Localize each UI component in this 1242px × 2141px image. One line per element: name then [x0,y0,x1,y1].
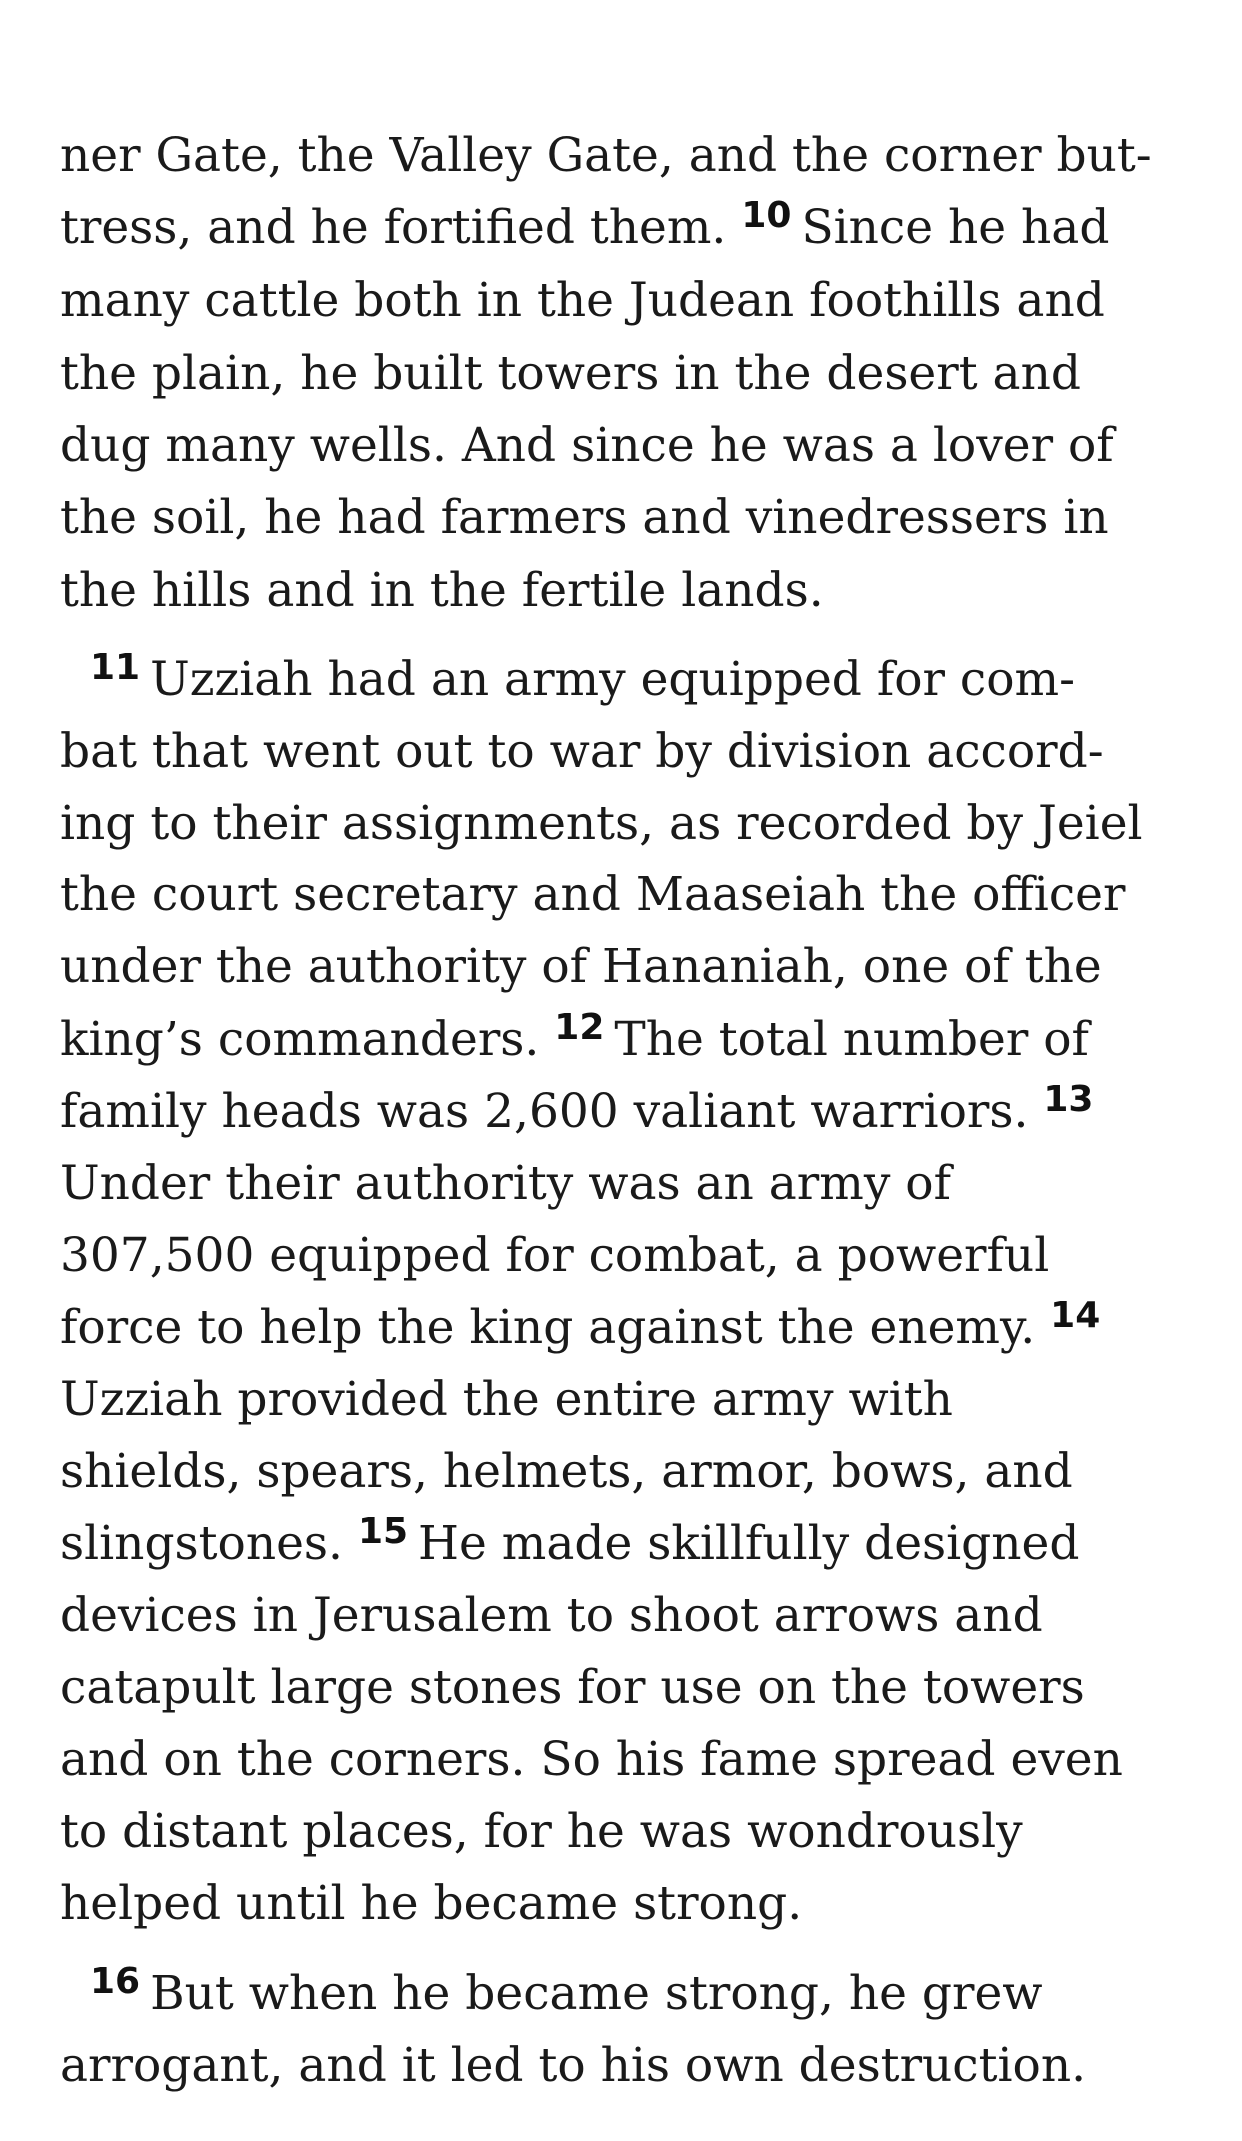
text-line [60,1295,1110,1362]
verse-number[interactable]: 10 [741,195,792,236]
line-text: many cattle both in the Judean foothills and [60,273,1105,328]
text-line [60,1658,1085,1718]
text-line [60,126,1152,186]
line-text: catapult large stones for use on the towers [60,1660,1085,1715]
line-text: and on the corners. So his fame spread even [60,1732,1123,1787]
line-text: 307,500 equipped for combat, a powerful [60,1228,1050,1283]
line-text: bat that went out to war by division accord- [60,724,1104,779]
line-text: ing to their assignments, as recorded by Jeiel [60,796,1143,851]
line-text: The total number of [614,1012,1089,1067]
verse-number[interactable]: 16 [90,1961,141,2002]
line-text: force to help the king against the enemy. [60,1300,1051,1355]
line-text: But when he became strong, he grew [150,1966,1043,2021]
line-text: under the authority of Hananiah, one of the [60,939,1102,994]
text-line [60,561,824,621]
verse-number[interactable]: 13 [1043,1079,1094,1120]
line-text: king’s commanders. [60,1012,555,1067]
line-text: tress, and he fortified them. [60,200,742,255]
text-line [60,1007,1089,1074]
text-line [60,2036,1086,2096]
text-line [60,344,1081,404]
line-text: He made skillfully designed [418,1516,1080,1571]
verse-number[interactable]: 12 [554,1007,605,1048]
line-text: Under their authority was an army of [60,1156,952,1211]
text-line [60,488,1109,548]
line-text: helped until he became strong. [60,1876,803,1931]
line-text: slingstones. [60,1516,358,1571]
verse-number[interactable]: 14 [1050,1295,1101,1336]
text-line [60,865,1125,925]
text-line [60,1079,1103,1146]
line-text: Uzziah provided the entire army with [60,1372,953,1427]
line-text: arrogant, and it led to his own destruction. [60,2038,1087,2093]
text-line [60,1226,1049,1286]
text-line [60,1442,1073,1502]
line-text: the hills and in the fertile lands. [60,563,824,618]
line-text: ner Gate, the Valley Gate, and the corner but- [60,128,1152,183]
text-line [60,1586,1043,1646]
text-line [60,937,1102,997]
text-line [60,1874,802,1934]
verse-number[interactable]: 15 [357,1511,409,1552]
line-text: Uzziah had an army equipped for com- [150,652,1075,707]
text-line [60,722,1104,782]
line-text: shields, spears, helmets, armor, bows, and [60,1444,1073,1499]
text-line [60,794,1143,854]
line-text: devices in Jerusalem to shoot arrows and [60,1588,1043,1643]
text-line [60,1730,1123,1790]
line-text: Since he had [801,200,1110,255]
line-text: family heads was 2,600 valiant warriors. [60,1084,1044,1139]
text-line [60,1802,1023,1862]
text-line [60,1511,1080,1578]
text-line [90,647,1075,714]
line-text: the plain, he built towers in the desert and [60,346,1081,401]
line-text: the court secretary and Maaseiah the officer [60,867,1126,922]
text-line [60,195,1110,262]
line-text: to distant places, for he was wondrously [60,1804,1023,1859]
line-text: dug many wells. And since he was a lover of [60,418,1114,473]
text-line [60,271,1105,331]
text-line [60,416,1114,476]
text-line [90,1961,1043,2028]
text-line [60,1370,953,1430]
line-text: the soil, he had farmers and vinedressers in [60,490,1109,545]
verse-number[interactable]: 11 [90,647,141,688]
text-line [60,1154,951,1214]
